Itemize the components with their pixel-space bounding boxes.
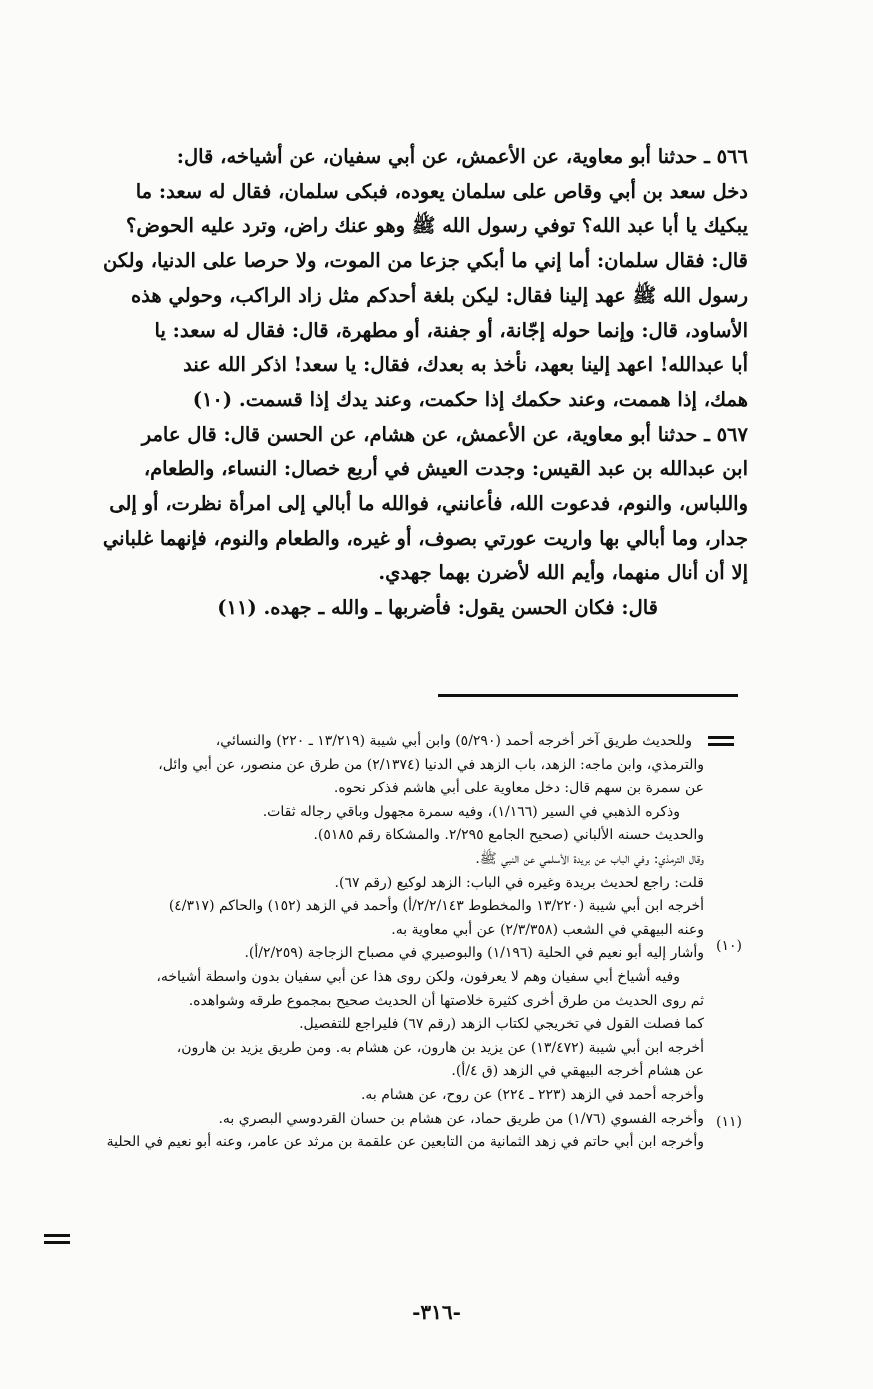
- text-line: جدار، وما أبالي بها واريت عورتي بصوف، أو غيره، والطعام والنوم، فإنهما غلباني: [102, 526, 748, 550]
- footnote-line: كما فصلت القول في تخريجي لكتاب الزهد (رقم ٦٧) فليراجع للتفصيل.: [299, 1016, 704, 1033]
- footnote-line: أخرجه ابن أبي شيبة (١٣/٤٧٢) عن يزيد بن هارون، عن هشام به. ومن طريق يزيد بن هارون،: [176, 1039, 704, 1056]
- footnote-line: وللحديث طريق آخر أخرجه أحمد (٥/٢٩٠) وابن أبي شيبة (١٣/٢١٩ ـ ٢٢٠) والنسائي،: [215, 733, 692, 749]
- text-line: واللباس، والنوم، فدعوت الله، فأعانني، فوالله ما أبالي إلى امرأة نظرت، أو إلى: [109, 492, 748, 516]
- footnote-line: أخرجه ابن أبي شيبة (١٣/٢٢٠ والمخطوط ٢/٢/١٤٣/أ) وأحمد في الزهد (١٥٢) والحاكم (٤/٣١٧): [168, 898, 704, 915]
- text-line: همك، إذا هممت، وعند حكمك إذا حكمت، وعند يدك إذا قسمت. (١٠): [192, 387, 748, 411]
- text-line: إلا أن أنال منهما، وأيم الله لأضرن بهما جهدي.: [378, 561, 748, 585]
- text-line: الأساود، قال: وإنما حوله إجّانة، أو جفنة، أو مطهرة، قال: فقال له سعد: يا: [154, 318, 748, 342]
- text-line: ٥٦٧ ـ حدثنا أبو معاوية، عن الأعمش، عن هشام، عن الحسن قال: قال عامر: [141, 422, 748, 446]
- footnote-line: والترمذي، وابن ماجه: الزهد، باب الزهد في الدنيا (٢/١٣٧٤) من طرق عن منصور، عن أبي وائل،: [158, 756, 704, 773]
- footnote-line: وأخرجه أحمد في الزهد (٢٢٣ ـ ٢٢٤) عن روح، عن هشام به.: [360, 1086, 704, 1103]
- footnotes: [72, 730, 704, 1155]
- footnote-line: وفيه أشياخ أبي سفيان وهم لا يعرفون، ولكن روى هذا عن أبي سفيان بدون واسطة أشياخه،: [156, 968, 680, 985]
- continuation-mark: [44, 1234, 70, 1248]
- text-line: يبكيك يا أبا عبد الله؟ توفي رسول الله ﷺ وهو عنك راض، وترد عليه الحوض؟: [126, 214, 748, 238]
- text-line: دخل سعد بن أبي وقاص على سلمان يعوده، فبكى سلمان، فقال له سعد: ما: [135, 179, 748, 203]
- footnote-separator: [438, 694, 738, 697]
- footnote-line: وأخرجه الفسوي (١/٧٦) من طريق حماد، عن هشام بن حسان القردوسي البصري به.: [218, 1110, 704, 1127]
- footnote-line: عن هشام أخرجه البيهقي في الزهد (ق ٤/أ).: [451, 1063, 704, 1080]
- text-line: قال: فكان الحسن يقول: فأضربها ـ والله ـ جهده. (١١): [217, 596, 658, 620]
- footnote-number-10: (١٠): [716, 938, 742, 954]
- footnote-line: والحديث حسنه الألباني (صحيح الجامع ٢/٢٩٥. والمشكاة رقم ٥١٨٥).: [313, 827, 704, 844]
- continuation-mark: [708, 736, 734, 750]
- footnote-line: وأشار إليه أبو نعيم في الحلية (١/١٩٦) والبوصيري في مصباح الزجاجة (٢/٢٥٩/أ).: [244, 945, 704, 962]
- footnote-line: وذكره الذهبي في السير (١/١٦٦)، وفيه سمرة مجهول وباقي رجاله ثقات.: [262, 803, 680, 820]
- footnote-line: قلت: راجع لحديث بريدة وغيره في الباب: الزهد لوكيع (رقم ٦٧).: [334, 874, 704, 891]
- footnote-line: وعنه البيهقي في الشعب (٢/٣/٣٥٨) عن أبي معاوية به.: [391, 921, 704, 938]
- footnote-line: وقال الترمذي: وفي الباب عن بريدة الأسلمي عن النبي ﷺ.: [475, 850, 704, 867]
- text-line: أبا عبدالله! اعهد إلينا بعهد، نأخذ به بعدك، فقال: يا سعد! اذكر الله عند: [183, 353, 748, 377]
- text-line: قال: فقال سلمان: أما إني ما أبكي جزعا من الموت، ولا حرصا على الدنيا، ولكن: [103, 249, 748, 273]
- page-number: -٣١٦-: [412, 1300, 461, 1324]
- text-line: ٥٦٦ ـ حدثنا أبو معاوية، عن الأعمش، عن أبي سفيان، عن أشياخه، قال:: [176, 145, 748, 168]
- footnote-line: وأخرجه ابن أبي حاتم في زهد الثمانية من التابعين عن علقمة بن مرثد عن عامر، وعنه أبو نعيم في الحلية: [106, 1134, 704, 1151]
- text-line: ابن عبدالله بن عبد القيس: وجدت العيش في أربع خصال: النساء، والطعام،: [143, 457, 748, 481]
- main-text: [60, 140, 748, 626]
- footnote-number-11: (١١): [716, 1114, 742, 1130]
- footnote-line: عن سمرة بن سهم قال: دخل معاوية على أبي هاشم فذكر نحوه.: [333, 780, 704, 797]
- text-line: رسول الله ﷺ عهد إلينا فقال: ليكن بلغة أحدكم مثل زاد الراكب، وحولي هذه: [130, 283, 748, 307]
- footnote-line: ثم روى الحديث من طرق أخرى كثيرة خلاصتها أن الحديث صحيح بمجموع طرقه وشواهده.: [188, 992, 704, 1009]
